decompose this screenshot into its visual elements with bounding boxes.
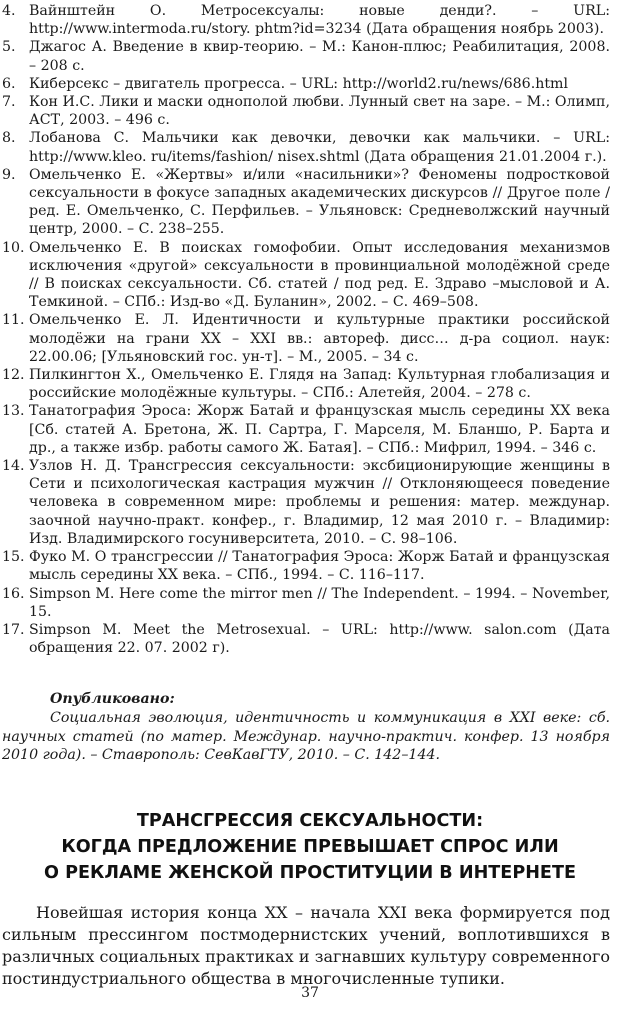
reference-number: 4. [2,3,16,19]
reference-number: 14. [2,458,25,475]
reference-text: Джагос А. Введение в квир-теорию. – М.: Канон-плюс; Реабилитация, 2008. – 208 с. [29,39,610,74]
reference-text: Танатография Эроса: Жорж Батай и французская мысль середины XX века [Сб. статей А. Бретона, Ж. П. Сартра, Г. Марселя, М. Бланшо, Р. Барта и др., а также избр. работы самого Ж. Батая]. – СПб.: Мифрил, 1994. – 346 с. [29,403,610,456]
reference-item [2,548,610,584]
article-title-line: КОГДА ПРЕДЛОЖЕНИЕ ПРЕВЫШАЕТ СПРОС ИЛИ [61,837,559,857]
reference-text: Simpson M. Meet the Metrosexual. – URL: http://www. salon.com (Дата обращения 22. 07. 2002 г). [29,621,610,657]
reference-text: Лобанова С. Мальчики как девочки, девочки как мальчики. – URL: http://www.kleo. ru/items/fashion/ nisex.shtml (Дата обращения 21.01.2004 г.). [29,130,610,165]
reference-number: 17. [2,621,25,638]
reference-text: Омельченко Е. В поисках гомофобии. Опыт исследования механизмов исключения «другой» сексуальности в провинциальной молодёжной среде // В поисках сексуальности. Сб. статей / под ред. Е. Здраво –мысловой и А. Темкиной. – СПб.: Изд-во «Д. Буланин», 2002. – С. 469–508. [29,239,610,311]
reference-number: 15. [2,549,25,566]
reference-number: 12. [2,367,25,384]
reference-text: Омельченко Е. «Жертвы» и/или «насильники»? Феномены подростковой сексуальности в фокусе западных академических дискурсов // Другое поле / ред. Е. Омельченко, С. Перфильев. – Ульяновск: Средневолжский научный центр, 2000. – С. 238–255. [29,166,610,238]
reference-item [2,93,610,129]
article-body-paragraph: Новейшая история конца XX – начала XXI века формируется под сильным прессингом постмодернистских учений, воплотившихся в различных социальных практиках и загнавших культуру современного постиндустриального общества в многочисленные тупики. [2,903,610,988]
publication-heading: Опубликовано: [50,691,175,707]
article-title-line: О РЕКЛАМЕ ЖЕНСКОЙ ПРОСТИТУЦИИ В ИНТЕРНЕТЕ [44,863,576,883]
reference-text: Киберсекс – двигатель прогресса. – URL: http://world2.ru/news/686.html [29,75,569,92]
reference-number: 10. [2,239,25,256]
reference-item [2,366,610,402]
article-title-line: ТРАНСГРЕССИЯ СЕКСУАЛЬНОСТИ: [136,811,484,831]
reference-text: Фуко М. О трансгрессии // Танатография Эроса: Жорж Батай и французская мысль середины XX века. – СПб., 1994. – С. 116–117. [29,549,610,584]
reference-number: 8. [2,130,16,147]
reference-text: Омельченко Е. Л. Идентичности и культурные практики российской молодёжи на грани XX – XXI вв.: автореф. дисс… д-ра социол. наук: 22.00.06; [Ульяновский гос. ун-т]. – М., 2005. – 34 с. [29,312,610,365]
reference-number: 16. [2,585,25,602]
reference-item [2,166,610,239]
reference-number: 5. [2,39,16,56]
reference-list [2,2,610,657]
reference-item [2,311,610,366]
reference-item [2,38,610,74]
reference-number: 7. [2,94,16,111]
reference-number: 6. [2,75,16,92]
reference-text: Simpson M. Here come the mirror men // The Independent. – 1994. – November, 15. [29,585,610,620]
reference-item [2,621,610,657]
reference-text: Узлов Н. Д. Трансгрессия сексуальности: эксбиционирующие женщины в Сети и психологическая кастрация мужчин // Отклоняющееся поведение человека в современном мире: проблемы и решения: матер. междунар. заочной научно-практ. конфер., г. Владимир, 12 мая 2010 г. – Владимир: Изд. Владимирского госуниверситета, 2010. – С. 98–106. [29,458,610,547]
reference-number: 11. [2,312,25,329]
reference-item [2,129,610,165]
reference-text: Пилкингтон Х., Омельченко Е. Глядя на Запад: Культурная глобализация и российские молодёжные культуры. – СПб.: Алетейя, 2004. – 278 с. [29,367,610,402]
reference-text: Вайнштейн О. Метросексуалы: новые денди?. – URL: http://www.intermoda.ru/story. phtm?id=3234 (Дата обращения ноябрь 2003). [29,3,610,38]
reference-item [2,402,610,457]
reference-text: Кон И.С. Лики и маски однополой любви. Лунный свет на заре. – М.: Олимп, АСТ, 2003. – 496 с. [29,94,610,129]
reference-item [2,457,610,548]
publication-note [2,690,610,765]
reference-item [2,585,610,621]
reference-item [2,75,610,93]
page-number: 37 [301,985,319,1001]
reference-number: 9. [2,166,16,183]
reference-number: 13. [2,403,25,420]
reference-item [2,2,610,38]
reference-item [2,239,610,312]
article-title [0,808,620,886]
publication-source: Социальная эволюция, идентичность и коммуникация в XXI веке: сб. научных статей (по матер. Междунар. научно-практич. конфер. 13 ноября 2010 года). – Ставрополь: СевКавГТУ, 2010. – С. 142–144. [2,709,610,764]
